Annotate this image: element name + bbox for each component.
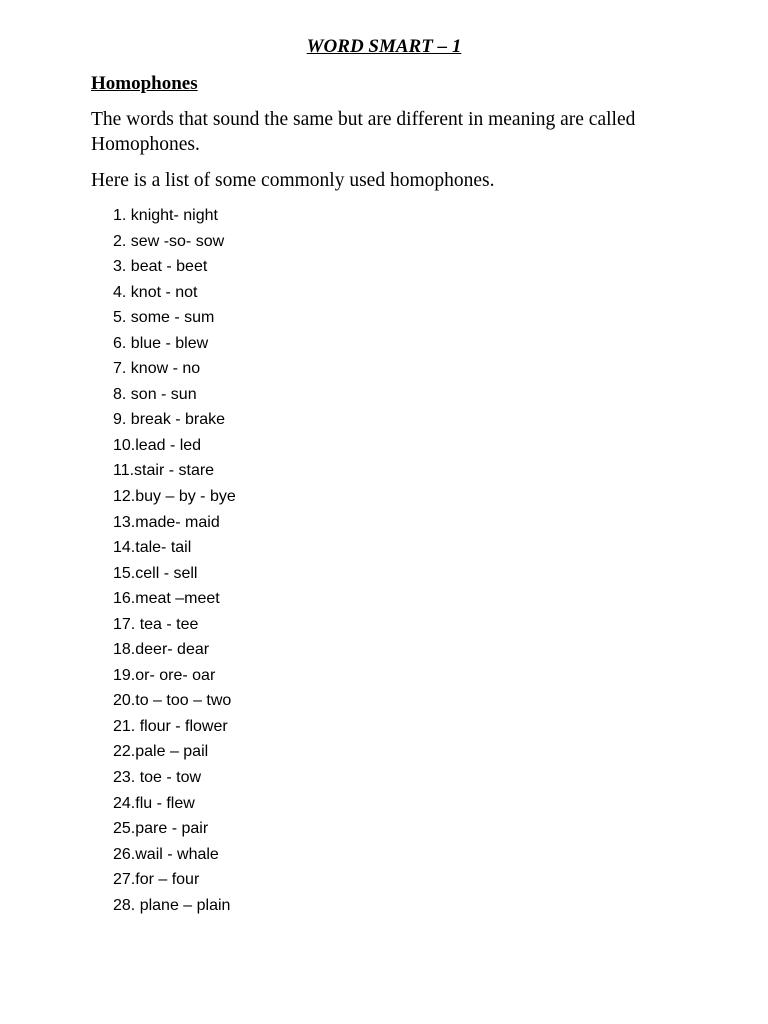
list-item: 20.to – too – two <box>113 692 232 710</box>
list-item: 27.for – four <box>113 871 200 889</box>
list-item: 22.pale – pail <box>113 743 209 761</box>
list-item: 24.flu - flew <box>113 794 195 812</box>
list-item: 1. knight- night <box>113 207 218 224</box>
list-item: 7. know - no <box>113 360 201 378</box>
list-item: 11.stair - stare <box>113 462 215 480</box>
list-item: 25.pare - pair <box>113 820 209 838</box>
list-item: 10.lead - led <box>113 436 202 454</box>
document-title: WORD SMART – 1 <box>306 36 462 57</box>
list-item: 6. blue - blew <box>113 334 209 352</box>
homophone-list <box>113 203 236 918</box>
list-item: 3. beat - beet <box>113 258 208 276</box>
list-item: 9. break - brake <box>113 411 226 429</box>
list-item: 13.made- maid <box>113 513 220 531</box>
section-heading: Homophones <box>91 73 198 94</box>
list-item: 19.or- ore- oar <box>113 666 216 684</box>
list-item: 4. knot - not <box>113 283 198 301</box>
list-item: 17. tea - tee <box>113 615 199 633</box>
intro-paragraph: The words that sound the same but are different in meaning are called Homophones. <box>91 109 636 155</box>
list-item: 14.tale- tail <box>113 539 192 557</box>
list-item: 16.meat –meet <box>113 590 220 608</box>
list-item: 26.wail - whale <box>113 845 219 863</box>
list-item: 5. some - sum <box>113 309 215 327</box>
list-item: 28. plane – plain <box>113 896 231 914</box>
list-item: 23. toe - tow <box>113 769 202 787</box>
list-item: 21. flour - flower <box>113 717 228 735</box>
list-item: 12.buy – by - bye <box>113 488 236 506</box>
list-item: 2. sew -so- sow <box>113 232 225 250</box>
list-item: 18.deer- dear <box>113 641 210 659</box>
list-intro-paragraph: Here is a list of some commonly used homophones. <box>91 170 495 191</box>
list-item: 15.cell - sell <box>113 564 198 582</box>
list-item: 8. son - sun <box>113 385 197 403</box>
